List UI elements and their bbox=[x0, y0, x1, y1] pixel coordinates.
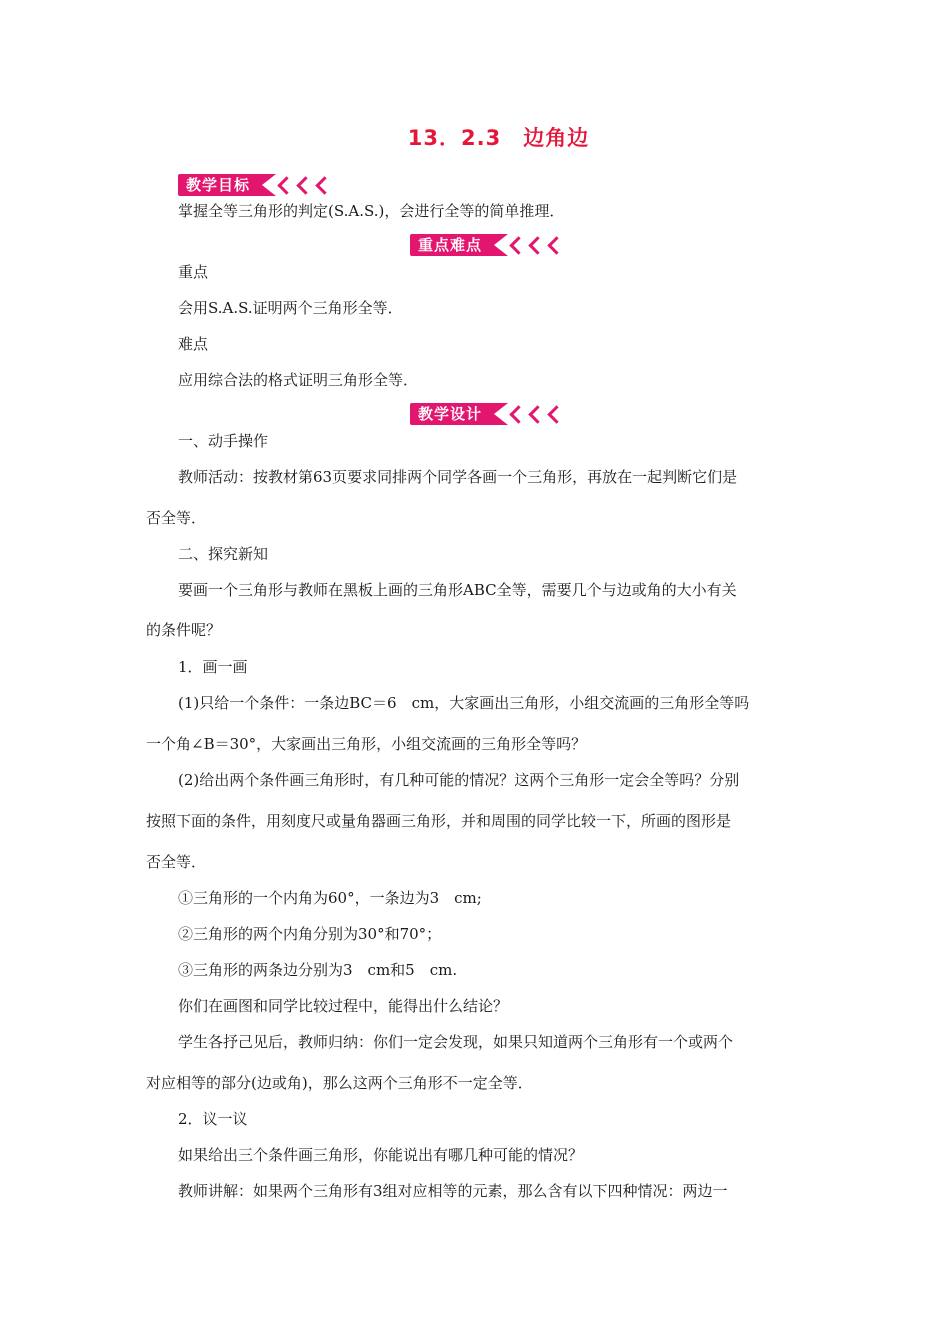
banner-objectives bbox=[178, 172, 337, 198]
paragraph-line: 否全等． bbox=[146, 509, 207, 527]
paragraph-line: 的条件呢？ bbox=[146, 621, 222, 639]
paragraph-line: 学生各抒己见后，教师归纳：你们一定会发现，如果只知道两个三角形有一个或两个 bbox=[178, 1033, 734, 1051]
difficult-label: 难点 bbox=[178, 335, 209, 353]
banner-design bbox=[410, 401, 569, 427]
paragraph-line: (2)给出两个条件画三角形时，有几种可能的情况？这两个三角形一定会全等吗？分别 bbox=[178, 771, 740, 789]
paragraph-line: 否全等． bbox=[146, 853, 207, 871]
section-title: 13．2.3 边角边 bbox=[407, 126, 590, 150]
paragraph-line: 如果给出三个条件画三角形，你能说出有哪几种可能的情况？ bbox=[178, 1146, 584, 1164]
banner-label: 教学目标 bbox=[178, 174, 276, 196]
paragraph-line: 一、动手操作 bbox=[178, 432, 269, 450]
banner-key-points bbox=[410, 232, 569, 258]
paragraph-line: (1)只给一个条件：一条边BC＝6 cm，大家画出三角形，小组交流画的三角形全等吗 bbox=[178, 694, 750, 712]
paragraph-line: ①三角形的一个内角为60°，一条边为3 cm; bbox=[178, 889, 482, 907]
paragraph-line: 按照下面的条件，用刻度尺或量角器画三角形，并和周围的同学比较一下，所画的图形是 bbox=[146, 812, 732, 830]
paragraph-line: 教师活动：按教材第63页要求同排两个同学各画一个三角形，再放在一起判断它们是 bbox=[178, 468, 738, 486]
paragraph-line: 教师讲解：如果两个三角形有3组对应相等的元素，那么含有以下四种情况：两边一 bbox=[178, 1182, 728, 1200]
chevrons-icon bbox=[512, 408, 569, 421]
paragraph-line: 对应相等的部分(边或角)，那么这两个三角形不一定全等． bbox=[146, 1074, 533, 1092]
paragraph-line: 2．议一议 bbox=[178, 1110, 248, 1128]
key-label: 重点 bbox=[178, 263, 209, 281]
banner-label: 重点难点 bbox=[410, 234, 508, 256]
paragraph-line: 一个角∠B＝30°，大家画出三角形，小组交流画的三角形全等吗？ bbox=[146, 735, 587, 753]
paragraph-line: 你们在画图和同学比较过程中，能得出什么结论？ bbox=[178, 997, 509, 1015]
paragraph-line: 二、探究新知 bbox=[178, 545, 269, 563]
paragraph-line: ③三角形的两条边分别为3 cm和5 cm. bbox=[178, 961, 458, 979]
paragraph-line: 1．画一画 bbox=[178, 658, 248, 676]
key-text: 会用S.A.S.证明两个三角形全等． bbox=[178, 299, 403, 317]
objective-text: 掌握全等三角形的判定(S.A.S.)，会进行全等的简单推理． bbox=[178, 202, 565, 220]
banner-label: 教学设计 bbox=[410, 403, 508, 425]
chevrons-icon bbox=[280, 179, 337, 192]
paragraph-line: 要画一个三角形与教师在黑板上画的三角形ABC全等，需要几个与边或角的大小有关 bbox=[178, 581, 737, 599]
chevrons-icon bbox=[512, 239, 569, 252]
difficult-text: 应用综合法的格式证明三角形全等． bbox=[178, 371, 419, 389]
paragraph-line: ②三角形的两个内角分别为30°和70°； bbox=[178, 925, 442, 943]
